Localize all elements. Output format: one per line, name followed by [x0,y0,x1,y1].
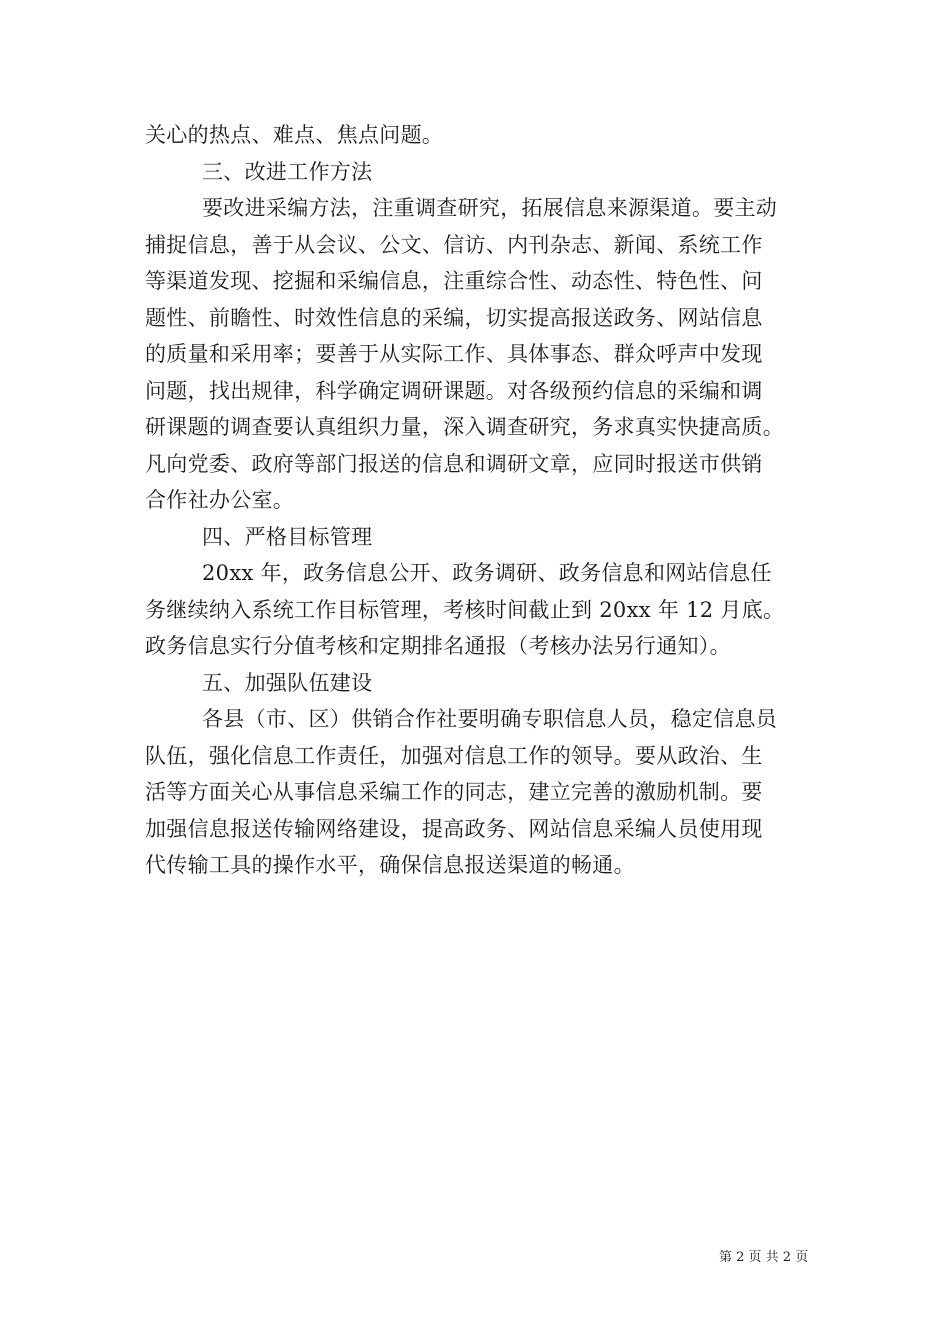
text-line: 20xx 年，政务信息公开、政务调研、政务信息和网站信息任 [202,561,772,585]
text-line: 代传输工具的操作水平，确保信息报送渠道的畅通。 [145,853,635,877]
text-line: 捕捉信息，善于从会议、公文、信访、内刊杂志、新闻、系统工作 [145,232,763,257]
text-line: 务继续纳入系统工作目标管理，考核时间截止到 20xx 年 12 月底。 [145,597,785,622]
document-body [145,117,815,884]
text-line: 等渠道发现、挖掘和采编信息，注重综合性、动态性、特色性、问 [145,269,763,293]
text-line: 要改进采编方法，注重调查研究，拓展信息来源渠道。要主动 [202,196,778,220]
text-line: 活等方面关心从事信息采编工作的同志，建立完善的激励机制。要 [145,780,763,804]
text-line: 加强信息报送传输网络建设，提高政务、网站信息采编人员使用现 [145,816,763,841]
text-line: 关心的热点、难点、焦点问题。 [145,123,444,147]
section-heading: 三、改进工作方法 [202,159,373,184]
page-number-footer: 第 2 页 共 2 页 [719,1250,809,1265]
section-heading: 四、严格目标管理 [202,524,373,549]
text-line: 凡向党委、政府等部门报送的信息和调研文章，应同时报送市供销 [145,451,763,476]
text-line: 研课题的调查要认真组织力量，深入调查研究，务求真实快捷高质。 [145,415,784,439]
text-line: 的质量和采用率；要善于从实际工作、具体事态、群众呼声中发现 [145,342,763,366]
text-line: 政务信息实行分值考核和定期排名通报（考核办法另行通知）。 [145,634,731,658]
section-heading: 五、加强队伍建设 [202,670,373,695]
text-line: 各县（市、区）供销合作社要明确专职信息人员，稳定信息员 [202,707,778,731]
text-line: 问题，找出规律，科学确定调研课题。对各级预约信息的采编和调 [145,378,763,403]
text-line: 题性、前瞻性、时效性信息的采编，切实提高报送政务、网站信息 [145,305,763,330]
text-line: 队伍，强化信息工作责任，加强对信息工作的领导。要从政治、生 [145,743,763,768]
text-line: 合作社办公室。 [145,488,295,512]
